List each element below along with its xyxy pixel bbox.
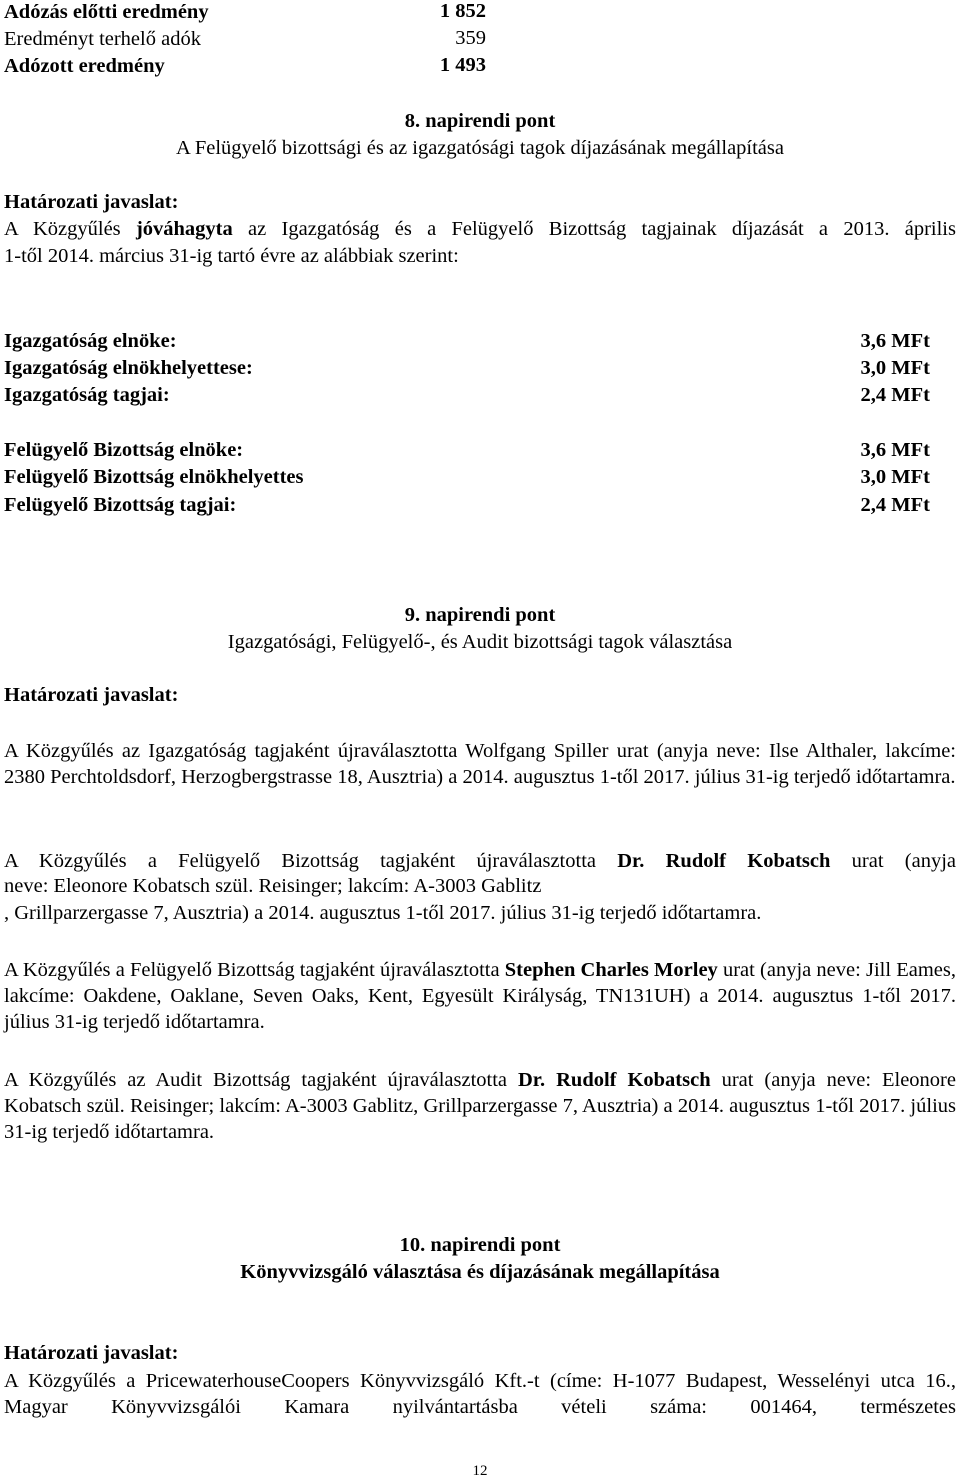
result-label-pretax: Adózás előtti eredmény: [4, 1, 209, 23]
item9-resolution-spiller: A Közgyűlés az Igazgatóság tagjaként újraválasztotta Wolfgang Spiller urat (anyja neve: Ilse Althaler, lakcíme: 2380 Perchtoldsdorf, Herzogbergstrasse 18, Ausztria) a 2014. augusztus 1-től 2017. július 31-ig terjedő időtartamra.: [4, 740, 956, 788]
item10-proposal-label: Határozati javaslat:: [4, 1342, 179, 1364]
item9-resolution-kobatsch-audit: A Közgyűlés az Audit Bizottság tagjaként újraválasztotta Dr. Rudolf Kobatsch urat (anyja neve: Eleonore Kobatsch szül. Reisinger; lakcím: A-3003 Gablitz, Grillparzergasse 7, Ausztria) a 2014. augusztus 1-től 2017. július 31-ig terjedő időtartamra.: [4, 1069, 956, 1143]
item8-heading: 8. napirendi pont: [404, 110, 556, 132]
item9-subtitle: Igazgatósági, Felügyelő-, és Audit bizottsági tagok választása: [227, 631, 733, 653]
item8-resolution-line1: A Közgyűlés jóváhagyta az Igazgatóság és a Felügyelő Bizottság tagjainak díjazását a 2013. április: [4, 218, 956, 240]
item9-resolution-kobatsch-fb-line3: , Grillparzergasse 7, Ausztria) a 2014. augusztus 1-től 2017. július 31-ig terjedő időtartamra.: [4, 902, 762, 924]
result-label-tax: Eredményt terhelő adók: [4, 28, 201, 50]
item9-proposal-label: Határozati javaslat:: [4, 684, 179, 706]
item10-resolution: A Közgyűlés a PricewaterhouseCoopers Könyvvizsgáló Kft.-t (címe: H-1077 Budapest, Wesselényi utca 16., Magyar Könyvvizsgálói Kamara nyilvántartásba vételi száma: 001464, természetes: [4, 1370, 956, 1418]
fee-row: Felügyelő Bizottság elnökhelyettes 3,0 MFt: [4, 466, 930, 488]
item8-resolution-line2: 1-től 2014. március 31-ig tartó évre az alábbiak szerint:: [4, 245, 459, 267]
item10-heading: 10. napirendi pont: [399, 1234, 561, 1256]
item9-resolution-kobatsch-fb-line2: neve: Eleonore Kobatsch szül. Reisinger; lakcím: A-3003 Gablitz: [4, 875, 542, 897]
item9-heading: 9. napirendi pont: [404, 604, 556, 626]
fee-row: Igazgatóság elnökhelyettese: 3,0 MFt: [4, 357, 930, 379]
fee-row: Felügyelő Bizottság elnöke: 3,6 MFt: [4, 439, 930, 461]
result-label-net: Adózott eredmény: [4, 55, 165, 77]
result-value-pretax: 1 852: [439, 0, 486, 22]
result-value-net: 1 493: [439, 54, 486, 76]
item9-resolution-kobatsch-fb-line1: A Közgyűlés a Felügyelő Bizottság tagjaként újraválasztotta Dr. Rudolf Kobatsch urat (anyja: [4, 850, 956, 872]
fee-row: Igazgatóság tagjai: 2,4 MFt: [4, 384, 930, 406]
fee-row: Felügyelő Bizottság tagjai: 2,4 MFt: [4, 494, 930, 516]
item10-subtitle: Könyvvizsgáló választása és díjazásának megállapítása: [240, 1261, 720, 1283]
item9-resolution-morley: A Közgyűlés a Felügyelő Bizottság tagjaként újraválasztotta Stephen Charles Morley urat (anyja neve: Jill Eames, lakcíme: Oakdene, Oaklane, Seven Oaks, Kent, Egyesült Királyság, TN131UH) a 2014. augusztus 1-től 2017. július 31-ig terjedő időtartamra.: [4, 959, 956, 1033]
item8-subtitle: A Felügyelő bizottsági és az igazgatósági tagok díjazásának megállapítása: [176, 137, 784, 159]
item8-proposal-label: Határozati javaslat:: [4, 191, 179, 213]
page-number: 12: [472, 1463, 488, 1479]
result-value-tax: 359: [455, 27, 486, 49]
fee-row: Igazgatóság elnöke: 3,6 MFt: [4, 330, 930, 352]
